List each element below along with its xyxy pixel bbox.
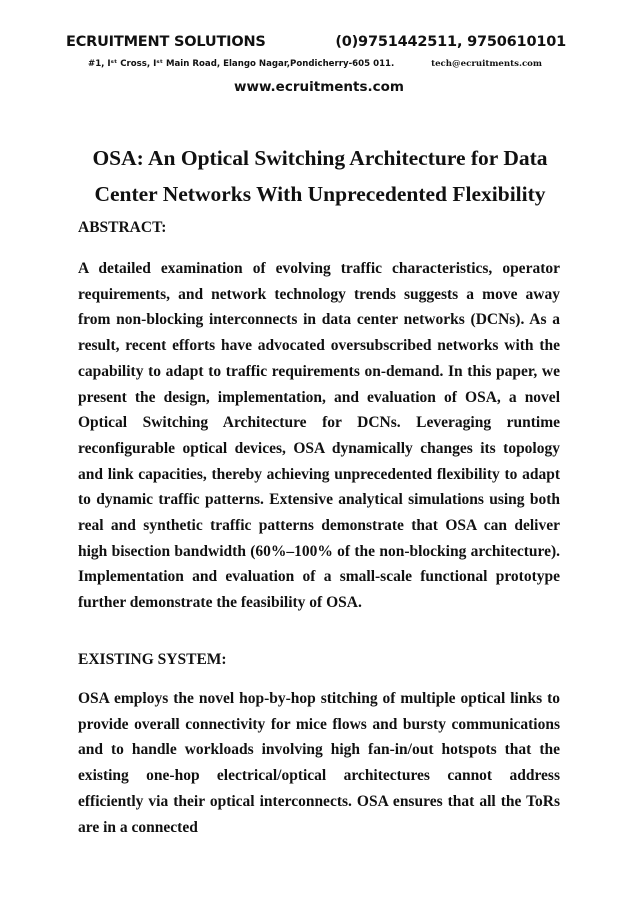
company-address: #1, Iˢᵗ Cross, Iˢᵗ Main Road, Elango Nagar,Pondicherry-605 011. xyxy=(88,59,395,69)
abstract-paragraph: A detailed examination of evolving traffic characteristics, operator requirements, and network technology trends suggests a move away from non-blocking interconnects in data center networks (DCNs). As a result, recent efforts have advocated oversubscribed networks with the capability to adapt to traffic requirements on-demand. In this paper, we present the design, implementation, and evaluation of OSA, a novel Optical Switching Architecture for DCNs. Leveraging runtime reconfigurable optical devices, OSA dynamically changes its topology and link capacities, thereby achieving unprecedented flexibility to adapt to dynamic traffic patterns. Extensive analytical simulations using both real and synthetic traffic patterns demonstrate that OSA can deliver high bisection bandwidth (60%–100% of the non-blocking architecture). Implementation and evaluation of a small-scale functional prototype further demonstrate the feasibility of OSA. xyxy=(78,260,560,612)
company-name: ECRUITMENT SOLUTIONS xyxy=(66,34,266,50)
abstract-heading: ABSTRACT: xyxy=(78,219,167,236)
phone-numbers: (0)9751442511, 9750610101 xyxy=(335,34,566,50)
existing-system-paragraph: OSA employs the novel hop-by-hop stitching of multiple optical links to provide overall connectivity for mice flows and bursty communications and to handle workloads involving high fan-in/out hotspots that the existing one-hop electrical/optical architectures cannot address efficiently via their optical interconnects. OSA ensures that all the ToRs are in a connected xyxy=(78,690,560,836)
company-website: www.ecruitments.com xyxy=(234,79,404,95)
existing-system-heading: EXISTING SYSTEM: xyxy=(78,651,227,668)
company-email: tech@ecruitments.com xyxy=(431,59,542,69)
document-title: OSA: An Optical Switching Architecture for Data Center Networks With Unprecedented Flexibility xyxy=(92,146,548,206)
